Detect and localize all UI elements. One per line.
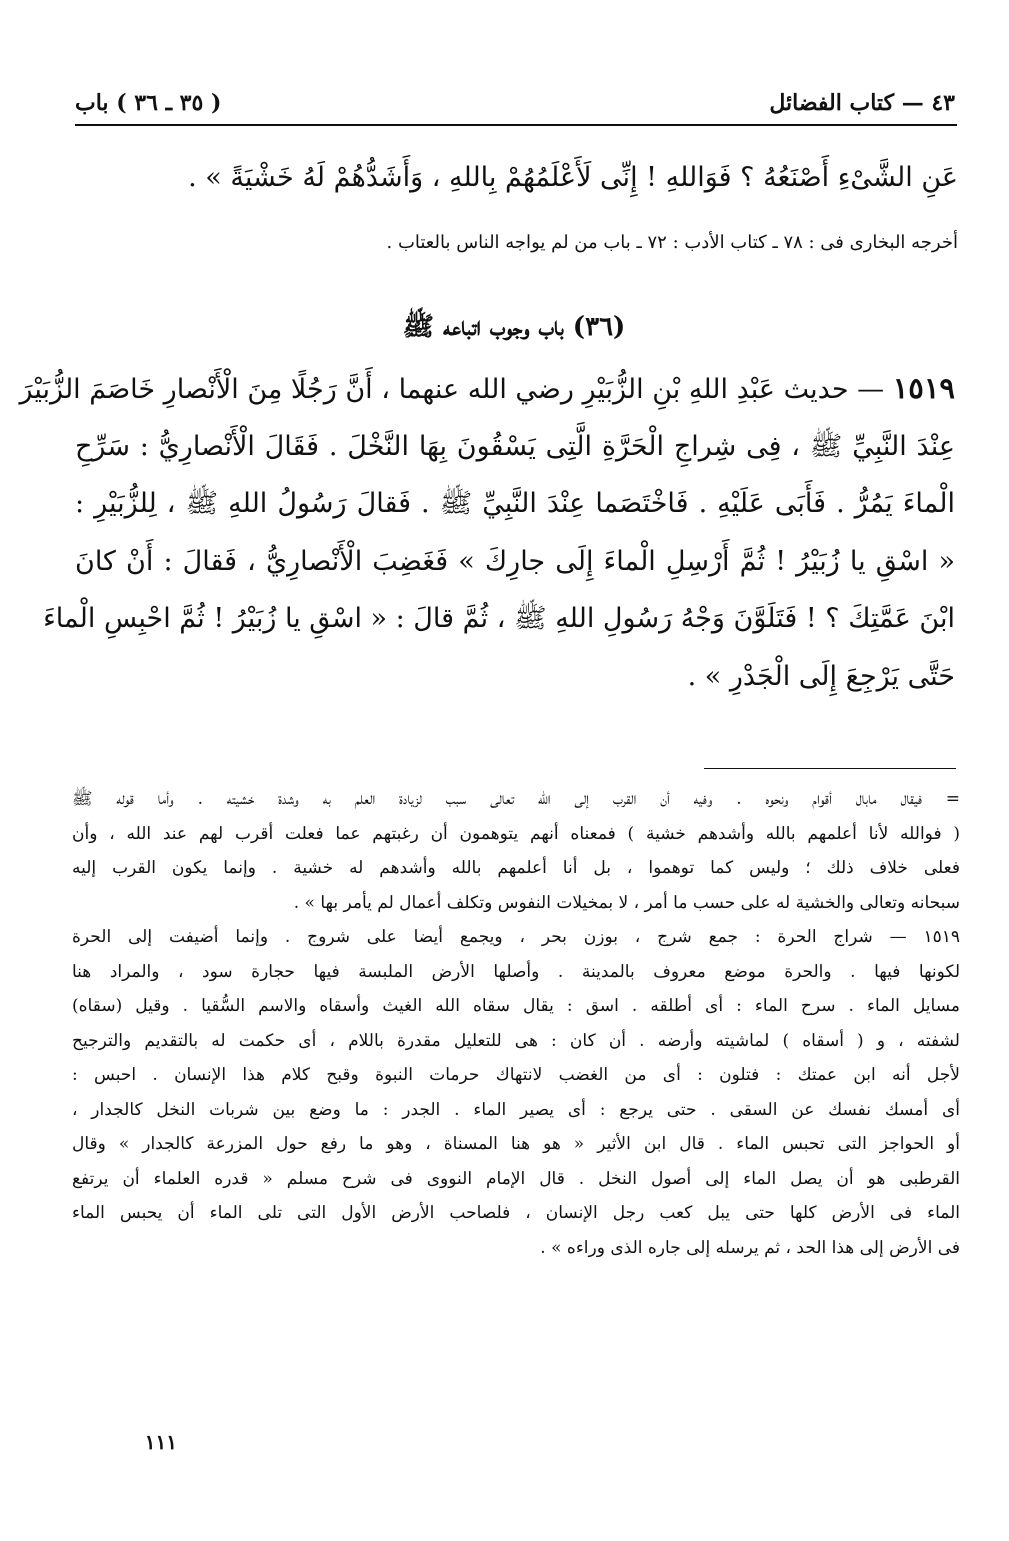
footnote-line: ( فوالله لأنا أعلمهم بالله وأشدهم خشية ) فمعناه أنهم يتوهمون أن رغبتهم عما فعلت أقرب لهم عند الله ، وأن <box>72 823 960 844</box>
chapter-running-title: ٤٣ — كتاب الفضائل <box>769 90 955 116</box>
hadith-line: ابْنَ عَمَّتِكَ ؟ ! فَتَلَوَّنَ وَجْهُ رَسُولِ اللهِ ﷺ ، ثُمَّ قالَ : « اسْقِ يا زُبَيْرُ ! ثُمَّ احْبِسِ الْماءَ <box>43 603 955 634</box>
hadith-line-text: — حديث عَبْدِ اللهِ بْنِ الزُّبَيْرِ رضي الله عنهما ، أَنَّ رَجُلًا مِنَ الْأَنْصارِ خَاصَمَ الزُّبَيْرَ <box>19 374 885 405</box>
hadith-line: عِنْدَ النَّبِيِّ ﷺ ، فِى شِراجِ الْحَرَّةِ الَّتِى يَسْقُونَ بِهَا النَّخْلَ . فَقَالَ الْأَنْصارِيُّ : سَرِّحِ <box>75 430 955 462</box>
hadith-body <box>19 360 955 705</box>
footnote-line: لشفته ، و ( أسقاه ) لماشيته وأرضه . أن كان : هى للتعليل مقدرة باللام ، أى حكمت له بالتقديم والترجيح <box>72 1030 960 1051</box>
hadith-line: الْماءَ يَمُرُّ . فَأَبَى عَلَيْهِ . فَاخْتَصَما عِنْدَ النَّبِيِّ ﷺ . فَقالَ رَسُولُ اللهِ ﷺ ، لِلزُّبَيْرِ : <box>75 488 955 519</box>
footnote-line: = فيقال مابال أقوام ونحوه . وفيه أن القرب إلى الله تعالى سبب لزيادة العلم به وشدة خشيته . وأما قوله ﷺ <box>72 789 960 809</box>
footnote-line: سبحانه وتعالى والخشية له على حسب ما أمر ، لا بمخيلات النفوس وتكلف أعمال لم يأمر بها » . <box>293 892 960 913</box>
footnote-line: ١٥١٩ — شراج الحرة : جمع شرج ، بوزن بحر ، ويجمع أيضا على شروج . وإنما أضيفت إلى الحرة <box>72 927 960 947</box>
running-header <box>75 82 955 124</box>
footnote-line: أو الحواجز التى تحبس الماء . قال ابن الأثير « هو هنا المسناة ، وهو ما رفع حول المزرعة كالجدار » وقال <box>72 1134 960 1154</box>
footnote-divider <box>704 768 956 769</box>
hadith-line: « اسْقِ يا زُبَيْرُ ! ثُمَّ أَرْسِلِ الْماءَ إِلَى جارِكَ » فَغَضِبَ الْأَنْصارِيُّ ، فَقالَ : أَنْ كانَ <box>75 545 955 577</box>
source-attribution: أخرجه البخارى فى : ٧٨ ـ كتاب الأدب : ٧٢ ـ باب من لم يواجه الناس بالعتاب . <box>386 232 958 253</box>
chapter-heading: (٣٦) باب وجوب اتباعه ﷺ <box>402 312 626 342</box>
footnote-line: لأجل أنه ابن عمتك : فتلون : أى من الغضب لانتهاك حرمات النبوة وقبح كلام هذا الإنسان . احبس : <box>72 1065 960 1085</box>
footnote-line: الماء فى الأرض كلها حتى يبل كعب رجل الإنسان ، فلصاحب الأرض الأول التى تلى الماء أن يحبس الماء <box>72 1203 960 1223</box>
section-running-title: ( ٣٥ ـ ٣٦ ) باب <box>75 90 222 116</box>
previous-hadith-ending: عَنِ الشَّىْءِ أَصْنَعُهُ ؟ فَوَاللهِ ! إِنِّى لَأَعْلَمُهُمْ بِاللهِ ، وَأَشَدُّهُمْ لَهُ خَشْيَةً » . <box>188 162 958 193</box>
footnotes <box>72 782 960 1265</box>
footnote-line: فى الأرض إلى هذا الحد ، ثم يرسله إلى جاره الذى وراءه » . <box>540 1237 960 1258</box>
footnote-line: أى أمسك نفسك عن السقى . حتى يرجع : أى يصير الماء . الجدر : ما وضع بين شربات النخل كالجدار ، <box>72 1099 960 1120</box>
header-divider <box>75 124 957 126</box>
hadith-line <box>19 360 955 418</box>
footnote-line: لكونها فيها . والحرة موضع معروف بالمدينة . وأصلها الأرض الملبسة فيها حجارة سود ، والمراد هنا <box>72 961 960 982</box>
footnote-line: فعلى خلاف ذلك ؛ وليس كما توهموا ، بل أنا أعلمهم بالله وأشدهم له خشية . وإنما يكون القرب إليه <box>72 858 960 878</box>
hadith-line: حَتَّى يَرْجِعَ إِلَى الْجَدْرِ » . <box>687 660 955 692</box>
hadith-number: ١٥١٩ <box>892 371 955 405</box>
footnote-line: القرطبى هو أن يصل الماء إلى أصول النخل . قال الإمام النووى فى شرح مسلم « قدره العلماء أن يرتفع <box>72 1168 960 1189</box>
page-number: ١١١ <box>144 1430 177 1454</box>
footnote-line: مسايل الماء . سرح الماء : أى أطلقه . اسق : يقال سقاه الله الغيث وأسقاه والاسم السُّقيا . وقيل (سقاه) <box>72 996 960 1016</box>
